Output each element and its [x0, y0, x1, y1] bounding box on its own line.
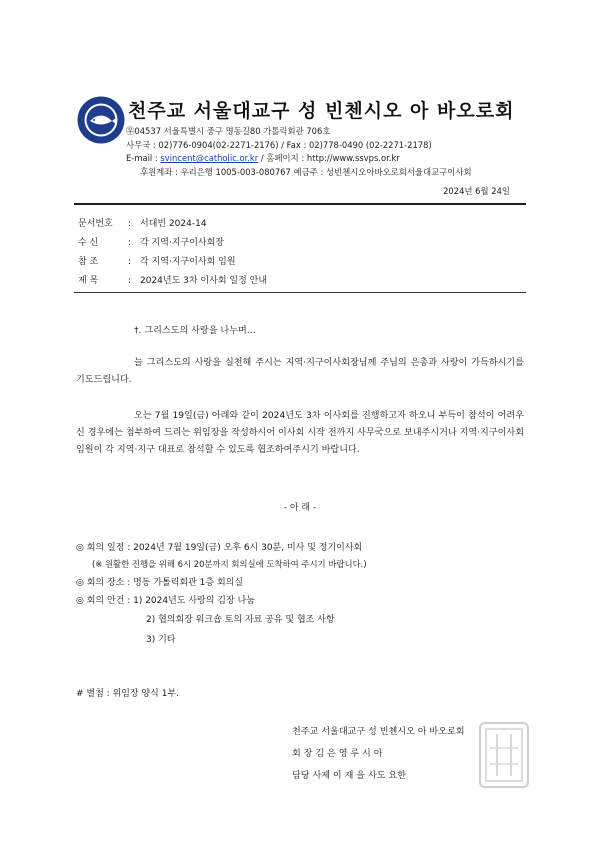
header-rule [74, 203, 526, 205]
section-heading: - 아 래 - [283, 503, 317, 513]
meta-key: 문서번호 [78, 219, 113, 229]
paragraph-blessing: 늘 그리스도의 사랑을 실천해 주시는 지역·지구이사회장님께 주님의 은총과 사랑이 가득하시기를 기도드립니다. [76, 358, 524, 385]
agenda-item: 3) 기타 [146, 635, 176, 645]
schedule-note: (※ 원활한 진행을 위해 6시 20분까지 회의실에 도착하여 주시기 바랍니다.) [92, 559, 367, 569]
meta-rule [74, 292, 526, 293]
official-seal-stamp [479, 722, 529, 788]
attachment-note: # 별첨 : 위임장 양식 1부. [76, 689, 180, 699]
meta-doc-number: 문서번호 : 서대빈 2024-14 [78, 216, 207, 229]
meta-key: 수 신 [78, 238, 99, 248]
signature-president: 회 장 김 은 영 루 시 아 [292, 749, 383, 759]
homepage-text: / 홈페이지 : http://www.ssvps.or.kr [258, 153, 400, 163]
meta-value: 2024년도 3차 이사회 일정 안내 [140, 276, 268, 286]
agenda-label: ◎ 회의 안건 : [76, 596, 134, 606]
organization-title: 천주교 서울대교구 성 빈첸시오 아 바오로회 [128, 100, 515, 122]
phone-fax-line: 사무국 : 02)776-0904(02-2271-2176) / Fax : 02)778-0490 (02-2271-2178) [126, 140, 432, 150]
greeting: †. 그리스도의 사랑을 나누며… [134, 326, 256, 336]
signature-organization: 천주교 서울대교구 성 빈첸시오 아 바오로회 [292, 727, 465, 737]
email-label: E-mail : [126, 153, 161, 163]
address-line: ㉾04537 서울특별시 중구 명동길80 가톨릭회관 706호 [126, 126, 331, 136]
meta-value: 각 지역·지구이사회 임원 [140, 257, 236, 267]
meta-value: 각 지역·지구이사회장 [140, 238, 224, 248]
meta-recipient: 수 신 : 각 지역·지구이사회장 [78, 235, 224, 248]
meeting-schedule: ◎ 회의 일정 : 2024년 7월 19일(금) 오후 6시 30분, 미사 및 정기이사회 [76, 543, 363, 553]
account-line: 후원계좌 : 우리은행 1005-003-080767 예금주 : 성빈첸시오아바오로회서울대교구이사회 [140, 167, 472, 177]
meta-key: 참 조 [78, 257, 99, 267]
meeting-place: ◎ 회의 장소 : 명동 가톨릭회관 1층 회의실 [76, 578, 244, 588]
meta-value: 서대빈 2024-14 [140, 219, 207, 229]
signature-priest: 담당 사제 이 재 을 사도 요한 [292, 771, 406, 781]
email-link[interactable]: svincent@catholic.or.kr [160, 153, 259, 163]
meeting-agenda [76, 593, 255, 606]
paragraph-meeting-notice: 오는 7월 19일(금) 아래와 같이 2024년도 3차 이사회를 진행하고자 하오니 부득이 참석이 어려우신 경우에는 첨부하여 드리는 위임장을 작성하시어 이사회 시작 전까지 사무국으로 보내주시거나 지역·지구이사회 임원이 각 지역·지구 대표로 참석할 수 있도록 협조하여주시기 바랍니다. [76, 411, 524, 455]
meta-reference: 참 조 : 각 지역·지구이사회 임원 [78, 254, 236, 267]
document-date: 2024년 6월 24일 [443, 186, 510, 196]
meta-subject: 제 목 : 2024년도 3차 이사회 일정 안내 [78, 273, 267, 286]
agenda-item: 2) 협의회장 워크숍 토의 자료 공유 및 협조 사항 [146, 615, 335, 625]
meta-key: 제 목 [78, 276, 99, 286]
organization-logo [76, 95, 126, 145]
agenda-item: 1) 2024년도 사랑의 김장 나눔 [133, 596, 255, 606]
contact-line [126, 152, 400, 164]
